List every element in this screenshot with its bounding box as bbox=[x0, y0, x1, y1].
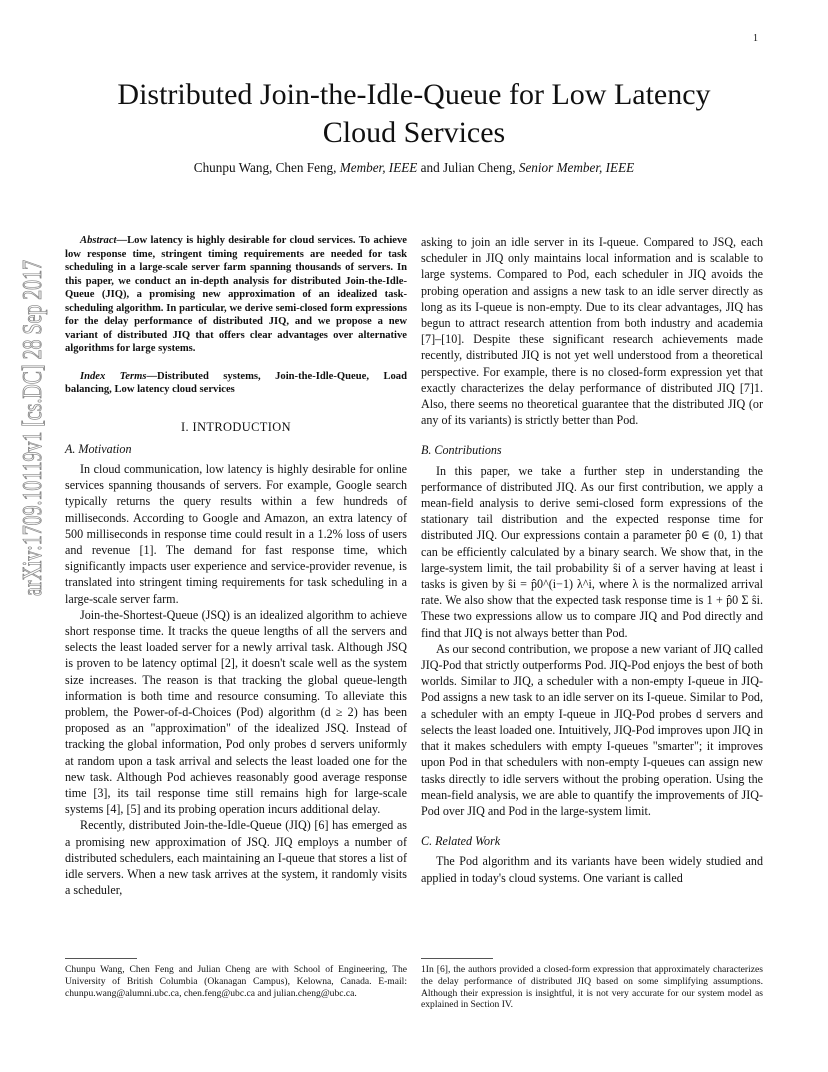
paper-title bbox=[40, 76, 788, 152]
paragraph-contributions-1: In this paper, we take a further step in understanding the performance of distributed JIQ. As our first contribution, we apply a mean-field analysis to derive semi-closed form expressions of the stationary tail distribution and the expected response time for distributed JIQ. Our expressions contain a parameter p̂0 ∈ (0, 1) that can be efficiently calculated by a binary search. We show that, in the large-system limit, the tail probability ŝi of a server having at least i tasks is given by ŝi = p̂0^(i−1) λ^i, where λ is the normalized arrival rate. We also show that the expected task response time is 1 + p̂0 Σ ŝi. These two expressions allow us to compare JIQ and Pod directly and find that JIQ is not always better than Pod. bbox=[421, 463, 763, 640]
index-terms-label: Index Terms bbox=[80, 370, 147, 382]
left-column bbox=[65, 234, 407, 898]
author-line bbox=[40, 160, 788, 176]
paragraph-contributions-2: As our second contribution, we propose a new variant of JIQ called JIQ-Pod that strictly outperforms Pod. JIQ-Pod enjoys the best of both worlds. Similar to JIQ, a scheduler with a non-empty I-queue in JIQ-Pod assigns a new task to an idle server on its I-queue. Similar to Pod, a scheduler with an empty I-queue in JIQ-Pod probes d servers and selects the least loaded one. Intuitively, JIQ-Pod improves upon JIQ in that it makes schedulers with empty I-queues "smarter"; it improves upon Pod in that schedulers with non-empty I-queues can assign new tasks directly to idle servers without the probing operation. Using the mean-field analysis, we are able to quantify the improvements of JIQ-Pod over JIQ and Pod in the large-system limit. bbox=[421, 641, 763, 818]
title-line-2: Cloud Services bbox=[322, 116, 506, 149]
index-terms bbox=[65, 370, 407, 397]
index-terms-text: —Distributed systems, Join-the-Idle-Queue, Load balancing, Low latency cloud services bbox=[65, 370, 407, 395]
footnote-rule-right bbox=[421, 958, 493, 959]
subsection-related-work: C. Related Work bbox=[421, 834, 501, 849]
author-role-senior: Senior Member, IEEE bbox=[518, 160, 635, 175]
page-number: 1 bbox=[753, 33, 758, 44]
arxiv-stamp bbox=[5, 258, 55, 598]
arxiv-stamp-text: arXiv:1709.10119v1 [cs.DC] 28 Sep 2017 bbox=[17, 258, 47, 596]
paragraph-motivation-4: asking to join an idle server in its I-queue. Compared to JSQ, each scheduler in JIQ only maintains local information and is scalable to large systems. Compared to Pod, each scheduler in JIQ avoids the probing operation and assigns a new task to an idle server directly as long as its I-queue is non-empty. Due to its clear advantages, JIQ has begun to attract research attention from both industry and academia [7]–[10]. Despite these significant research achievements made recently, distributed JIQ is not yet well understood from a theoretical perspective. For example, there is no closed-form expression yet that exactly characterizes the delay performance of distributed JIQ [7]1. Also, there seems no theoretical guarantee that the distributed JIQ (or any of its variants) is strictly better than Pod. bbox=[421, 235, 763, 428]
paragraph-motivation-2: Join-the-Shortest-Queue (JSQ) is an idealized algorithm to achieve short response time. It tracks the queue lengths of all the servers and selects the least loaded server for a newly arrival task. Although JSQ is proven to be latency optimal [2], it doesn't scale well as the system size increases. The reason is that tracking the global queue-length information is both time and resource consuming. To alleviate this problem, the Power-of-d-Choices (Pod) algorithm (d ≥ 2) has been proposed as an "approximation" of the idealized JSQ. Instead of tracking the global information, Pod only probes d servers uniformly at random upon a task arrival and selects the least loaded one for the new task. Although Pod achieves reasonably good average response time [3], its tail response time still remains high for large-scale systems [4], [5] and its probing operation incurs additional delay. bbox=[65, 607, 407, 817]
section-heading-introduction: I. INTRODUCTION bbox=[181, 419, 291, 434]
paragraph-motivation-3: Recently, distributed Join-the-Idle-Queue (JIQ) [6] has emerged as a promising new approximation of JSQ. JIQ employs a number of distributed schedulers, each maintaining an I-queue that stores a list of idle servers. When a new task arrives at the system, it randomly visits a scheduler, bbox=[65, 818, 407, 898]
author-names: Chunpu Wang, Chen Feng, bbox=[193, 160, 337, 175]
footnote-rule-left bbox=[65, 958, 137, 959]
subsection-motivation: A. Motivation bbox=[65, 441, 132, 456]
abstract-label: Abstract bbox=[80, 235, 117, 246]
right-column bbox=[421, 234, 763, 886]
subsection-contributions: B. Contributions bbox=[421, 443, 502, 458]
author-role-member: Member, IEEE bbox=[339, 160, 418, 175]
title-line-1: Distributed Join-the-Idle-Queue for Low Latency bbox=[117, 78, 711, 111]
author-and: and Julian Cheng, bbox=[420, 160, 516, 175]
footnote-1: 1In [6], the authors provided a closed-form expression that approximately characterizes the delay performance of distributed JIQ based on some simplifying assumptions. Although their expression is insightful, it is not very accurate for our system model as explained in Section IV. bbox=[421, 964, 763, 1011]
abstract bbox=[65, 234, 407, 356]
footnote-affiliation: Chunpu Wang, Chen Feng and Julian Cheng are with School of Engineering, The University of British Columbia (Okanagan Campus), Kelowna, Canada. E-mail: chunpu.wang@alumni.ubc.ca, chen.feng@ubc.ca and julian.cheng@ubc.ca. bbox=[65, 964, 407, 999]
paragraph-motivation-1: In cloud communication, low latency is highly desirable for online services spanning thousands of servers. For example, Google search typically returns the query results within a few hundreds of milliseconds. According to Google and Amazon, an extra latency of 500 milliseconds in response time could result in a 1.2% loss of users and revenue [1]. The demand for fast response time, which significantly impacts user experience and service-provider revenue, is translated into stringent timing requirements for task scheduling in a large-scale server farm. bbox=[65, 461, 407, 606]
paragraph-related-work: The Pod algorithm and its variants have been widely studied and applied in today's cloud systems. One variant is called bbox=[421, 854, 763, 885]
abstract-text: —Low latency is highly desirable for cloud services. To achieve low response time, stringent timing requirements are needed for task scheduling in a large-scale server farm spanning thousands of servers. In this paper, we conduct an in-depth analysis for distributed Join-the-Idle-Queue (JIQ), a promising new approximation of an idealized task-scheduling algorithm. In particular, we derive semi-closed form expressions for the delay performance of distributed JIQ, and we propose a new variant of distributed JIQ that offers clear advantages over alternative algorithms for large systems. bbox=[65, 235, 407, 354]
